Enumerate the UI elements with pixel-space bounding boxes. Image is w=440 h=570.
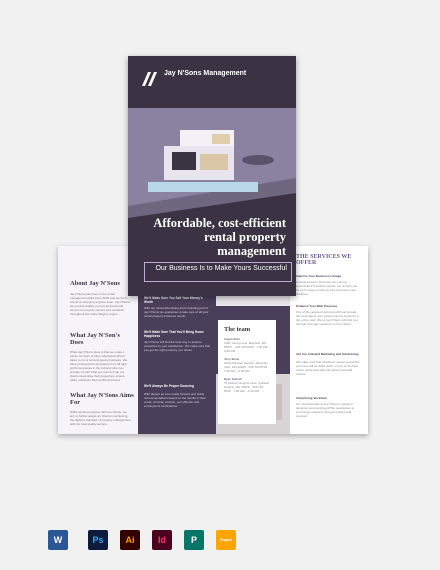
service-heading: We'll Make Sure You Sell Your Money's Worth — [144, 296, 203, 304]
brochure-cover — [128, 56, 296, 296]
service-text: With always an ever ready forward and ready recommendations based on the results of their credit, criminal, eviction, sex offender and employment verifications. — [144, 392, 206, 408]
cover-tagline: Our Business Is to Make Yours Successful — [144, 262, 292, 282]
does-heading: What Jay N'Son's Does — [70, 332, 120, 346]
aims-text: While working together with top clients, we aim to further assist our clients in achieving the highest standard of property management with the best quality service. — [70, 410, 131, 426]
pages-icon[interactable]: Pages — [216, 530, 236, 550]
service-text: Our professionals at Jay N'Sons is adept in designing and sending HTML newsletters to your target audience through a bulk email program. — [296, 402, 355, 418]
inside-panel-right — [290, 246, 368, 434]
about-text: Jay N'Sons has been in the rental management field since 2000 and we don't intend on stopping anytime soon. Jay N'Sons we provide quality, prompt and personal service to property owners and residents throughout the entire Waylon region. — [70, 292, 130, 316]
brand-name: Jay N'Sons Management — [164, 70, 247, 77]
team-member-info: 2240 Arlington Avenue, Mountain View, MN 22405 · 415-720-8709 · 7:30 AM – 2:30 PM — [224, 361, 269, 373]
service-heading: We'll Always Be Proper Sourcing — [144, 384, 194, 388]
photoshop-icon[interactable]: Ps — [88, 530, 108, 550]
team-member-info: 75 Hickory Heights Lane, Fairfield Heights, OH 44628 · 415-720-8709 · 7:30 AM – 2:30 PM — [224, 381, 270, 393]
team-heading: The team — [224, 326, 251, 333]
service-heading: We'll Make Sure That You'll Bring Home Happiness — [144, 330, 204, 338]
team-member-info: 1181 Young Lane, Mayfield, MN 55017 · 415-720-8709 · 7:30 AM – 2:30 PM — [224, 341, 270, 353]
service-text: With our rental advertising and marketing part of Jay N'Sons we guarantee to take care of all your rental property business needs. — [144, 306, 209, 318]
cover-headline: Affordable, cost-efficient rental property management — [153, 216, 286, 258]
house-photo — [128, 108, 296, 218]
team-card — [218, 320, 276, 424]
about-heading: About Jay N'Sons — [70, 280, 120, 287]
word-icon[interactable]: W — [48, 530, 68, 550]
service-subheading: Enhance Your Web Presence — [296, 304, 338, 308]
service-text: One of the greatest tools that will help spread the news about your rental property business is the online web. We at Jay N'Sons will help you through thorough research on the market. — [296, 310, 359, 326]
team-member-name: John Stone — [224, 357, 240, 361]
service-text: Jay N'Sons will find the best way to acquire properties to your satisfaction. We make sure that you get the right property you desire. — [144, 340, 210, 352]
indesign-icon[interactable]: Id — [152, 530, 172, 550]
team-member-name: Angel Hicks — [224, 337, 240, 341]
does-text: What Jay N'Sons does is that we make it easier for them to fully understand what it takes to run a rental property business. We have professional consultants from all high profit companies in the industry who can provide us with what we need to help our clients streamline their properties, ensure utility, maximize their profits and more. — [70, 350, 128, 382]
logo-icon — [142, 72, 158, 86]
service-text: We make sure that whichever vacant properties you have will be listed down on any of the best online rental sites that can attract potential renters. — [296, 360, 360, 376]
illustrator-icon[interactable]: Ai — [120, 530, 140, 550]
publisher-icon[interactable]: P — [184, 530, 204, 550]
service-text: A rental property business can only be successful if it attracts people. Let us help you fix your image so that we can help boost your business. — [296, 280, 358, 296]
service-subheading: Advertising Via Email — [296, 396, 327, 400]
inside-panel-left — [58, 246, 138, 434]
service-subheading: Aid You in Brand Marketing and Advertising — [296, 352, 359, 356]
team-member-name: Ryan Kenrich — [224, 377, 243, 381]
services-heading: THE SERVICES WE OFFER — [296, 254, 352, 266]
service-subheading: Improve Your Business's Image — [296, 274, 342, 278]
aims-heading: What Jay N'Sons Aims For — [70, 392, 134, 406]
